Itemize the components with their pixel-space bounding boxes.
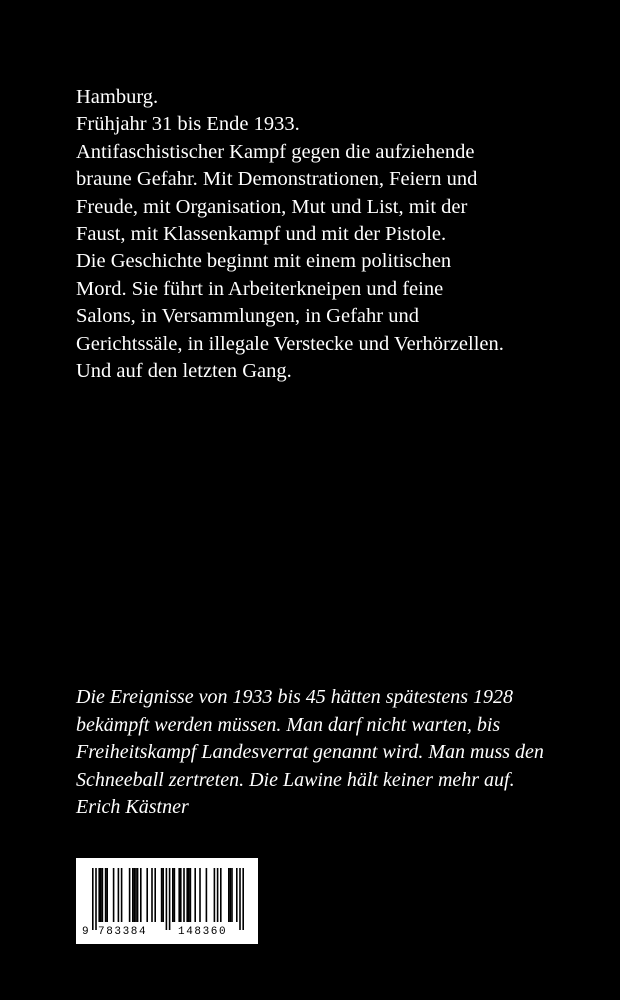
- barcode-bar: [174, 868, 176, 922]
- barcode-bar: [105, 868, 107, 922]
- barcode-bar: [217, 868, 219, 922]
- blurb-line: Faust, mit Klassenkampf und mit der Pistole.: [76, 223, 447, 246]
- barcode-bar: [230, 868, 232, 922]
- blurb-line: Mord. Sie führt in Arbeiterkneipen und feine: [76, 277, 444, 300]
- quote-author: Erich Kästner: [76, 796, 189, 819]
- quote-line: Freiheitskampf Landesverrat genannt wird. Man muss den: [76, 741, 544, 764]
- back-cover-blurb: [76, 84, 596, 385]
- blurb-line: Und auf den letzten Gang.: [76, 360, 292, 383]
- barcode-bar: [113, 868, 115, 922]
- barcode-bar: [190, 868, 192, 922]
- barcode-bar: [231, 868, 233, 922]
- barcode-guard-bar: [239, 868, 241, 930]
- barcode-bar: [121, 868, 123, 922]
- barcode-bar: [132, 868, 134, 922]
- barcode-bar: [172, 868, 174, 922]
- barcode-bar: [183, 868, 185, 922]
- barcode-bar: [194, 868, 196, 922]
- barcode-guard-bar: [92, 868, 94, 930]
- quote-line: bekämpft werden müssen. Man darf nicht warten, bis: [76, 713, 501, 736]
- quote-line: Schneeball zertreten. Die Lawine hält keiner mehr auf.: [76, 768, 515, 791]
- barcode-bar: [98, 868, 100, 922]
- barcode-bar: [228, 868, 230, 922]
- barcode-right-digits: 148360: [178, 926, 228, 938]
- barcode-guard-bar: [166, 868, 168, 930]
- barcode-bar: [188, 868, 190, 922]
- isbn-barcode: [76, 858, 258, 944]
- barcode-bar: [186, 868, 188, 922]
- barcode-bar: [162, 868, 164, 922]
- barcode-bar: [140, 868, 142, 922]
- barcode-bar: [135, 868, 137, 922]
- barcode-bar: [134, 868, 136, 922]
- barcode-guard-bar: [242, 868, 244, 930]
- barcode-guard-bar: [169, 868, 171, 930]
- barcode-first-digit: 9: [82, 926, 89, 938]
- barcode-bar: [154, 868, 156, 922]
- barcode-bar: [180, 868, 182, 922]
- barcode-bar: [137, 868, 139, 922]
- barcode-bar: [100, 868, 102, 922]
- barcode-number: [76, 924, 258, 940]
- barcode-bar: [146, 868, 148, 922]
- quote-line: Die Ereignisse von 1933 bis 45 hätten spätestens 1928: [76, 686, 513, 708]
- blurb-line: Frühjahr 31 bis Ende 1933.: [76, 113, 300, 136]
- barcode-left-digits: 783384: [98, 926, 148, 938]
- blurb-line: braune Gefahr. Mit Demonstrationen, Feiern und: [76, 168, 478, 191]
- barcode-bar: [161, 868, 163, 922]
- barcode-bar: [236, 868, 238, 922]
- barcode-bar: [151, 868, 153, 922]
- blurb-line: Die Geschichte beginnt mit einem politischen: [76, 250, 452, 273]
- barcode-bar: [199, 868, 201, 922]
- blurb-line: Gerichtssäle, in illegale Verstecke und Verhörzellen.: [76, 332, 504, 355]
- barcode-bar: [106, 868, 108, 922]
- blurb-line: Freude, mit Organisation, Mut und List, mit der: [76, 195, 468, 218]
- barcode-bar: [129, 868, 131, 922]
- barcode-bar: [206, 868, 208, 922]
- blurb-line: Hamburg.: [76, 86, 159, 108]
- barcode-bar: [118, 868, 120, 922]
- blurb-line: Salons, in Versammlungen, in Gefahr und: [76, 305, 419, 328]
- barcode-bar: [214, 868, 216, 922]
- blurb-line: Antifaschistischer Kampf gegen die aufziehende: [76, 140, 475, 163]
- barcode-bar: [220, 868, 222, 922]
- epigraph-quote: [76, 684, 596, 822]
- barcode-bar: [178, 868, 180, 922]
- barcode-guard-bar: [95, 868, 97, 930]
- barcode-bar: [102, 868, 104, 922]
